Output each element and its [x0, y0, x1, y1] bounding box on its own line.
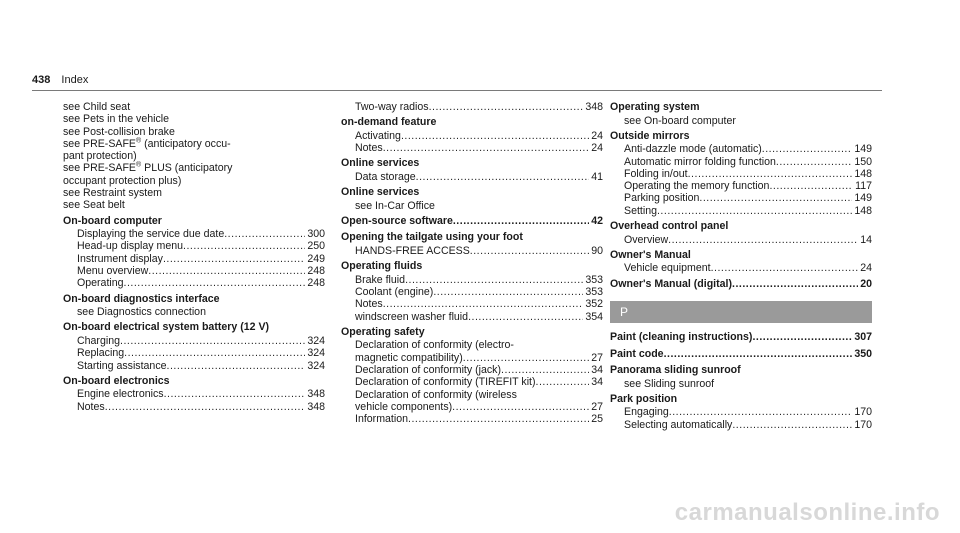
page-number: 438	[32, 74, 51, 86]
page-reference[interactable]: 27	[591, 351, 603, 364]
index-subentry[interactable]	[341, 298, 603, 310]
entry-label: Information	[355, 413, 408, 426]
entry-label: HANDS-FREE ACCESS	[355, 244, 470, 257]
page-reference[interactable]: 148	[854, 204, 872, 217]
page-reference[interactable]: 117	[855, 180, 872, 193]
index-subentry[interactable]	[341, 364, 603, 376]
page-reference[interactable]: 350	[854, 347, 872, 360]
dot-leader	[167, 360, 306, 372]
dot-leader	[120, 335, 305, 347]
entry-label: Starting assistance	[77, 359, 167, 372]
index-entry-heading[interactable]	[610, 331, 872, 345]
entry-label: Activating	[355, 129, 401, 142]
index-subentry: Declaration of conformity (wireless	[355, 388, 517, 401]
page-reference[interactable]: 20	[860, 277, 872, 290]
index-subentry[interactable]	[610, 156, 872, 168]
index-reference-line: see PRE-SAFE® PLUS (anticipatory	[63, 161, 233, 175]
dot-leader	[401, 130, 589, 142]
index-entry-heading: Panorama sliding sunroof	[610, 364, 741, 377]
index-subentry[interactable]	[610, 192, 872, 204]
entry-label: Coolant (engine)	[355, 286, 434, 299]
page-reference[interactable]: 42	[591, 214, 603, 227]
entry-label: Automatic mirror folding function	[624, 155, 776, 168]
index-subentry[interactable]	[63, 360, 325, 372]
dot-leader	[463, 352, 589, 364]
dot-leader	[124, 277, 306, 289]
page-reference[interactable]: 353	[585, 286, 603, 299]
dot-leader	[148, 265, 305, 277]
dot-leader	[105, 401, 306, 413]
entry-label: Two-way radios	[355, 101, 429, 113]
index-subentry[interactable]	[610, 168, 872, 180]
dot-leader	[452, 401, 589, 413]
entry-label: Owner's Manual (digital)	[610, 277, 733, 290]
index-subentry[interactable]	[341, 352, 603, 364]
entry-label: Charging	[77, 334, 120, 347]
dot-leader	[183, 240, 305, 252]
index-subentry[interactable]	[341, 413, 603, 425]
dot-leader	[711, 262, 859, 274]
index-entry-heading: On-board diagnostics interface	[63, 292, 220, 305]
page-reference[interactable]: 149	[854, 143, 872, 156]
index-entry-heading: Overhead control panel	[610, 220, 729, 233]
index-letter-heading: P	[610, 301, 872, 323]
page-reference[interactable]: 300	[307, 228, 325, 241]
page-reference[interactable]: 249	[307, 252, 325, 265]
entry-label: Operating	[77, 277, 124, 290]
entry-label: windscreen washer fluid	[355, 310, 469, 323]
page-reference[interactable]: 348	[307, 400, 325, 413]
dot-leader	[433, 286, 583, 298]
index-subentry: see On-board computer	[624, 114, 736, 127]
index-reference-line: see Seat belt	[63, 199, 125, 212]
index-entry-heading: Online services	[341, 157, 420, 170]
page-reference[interactable]: 352	[585, 298, 603, 311]
index-entry-heading: Online services	[341, 186, 420, 199]
page-reference[interactable]: 353	[585, 273, 603, 286]
entry-label: Notes	[77, 400, 105, 413]
index-subentry[interactable]	[341, 142, 603, 154]
index-subentry[interactable]	[610, 234, 872, 246]
index-column-3	[610, 101, 872, 431]
entry-label: Vehicle equipment	[624, 262, 711, 275]
index-subentry: see In-Car Office	[355, 199, 435, 212]
index-reference-line: see PRE-SAFE® (anticipatory occu-	[63, 137, 231, 150]
dot-leader	[468, 311, 583, 323]
page-reference[interactable]: 307	[854, 331, 872, 344]
dot-leader	[470, 245, 589, 257]
index-subentry[interactable]	[610, 180, 872, 192]
entry-label: Replacing	[77, 347, 125, 360]
page-reference[interactable]: 25	[591, 413, 603, 426]
dot-leader	[383, 142, 590, 154]
entry-label: Engine electronics	[77, 388, 164, 401]
page-reference[interactable]: 148	[854, 167, 872, 180]
index-subentry: Declaration of conformity (electro-	[355, 339, 514, 352]
page-reference[interactable]: 248	[307, 265, 325, 278]
page-reference[interactable]: 27	[591, 400, 603, 413]
dot-leader	[408, 413, 589, 425]
entry-label: Setting	[624, 204, 657, 217]
index-subentry[interactable]	[63, 265, 325, 277]
entry-label: Open-source software	[341, 214, 453, 227]
page-reference[interactable]: 24	[591, 129, 603, 142]
entry-label: Declaration of conformity (jack)	[355, 364, 502, 377]
index-subentry[interactable]	[63, 335, 325, 347]
dot-leader	[732, 419, 852, 431]
watermark: carmanualsonline.info	[674, 499, 940, 526]
entry-label: Menu overview	[77, 265, 149, 278]
index-entry-heading: Operating safety	[341, 325, 425, 338]
page-reference[interactable]: 14	[860, 233, 872, 246]
dot-leader	[405, 274, 583, 286]
index-subentry[interactable]	[341, 130, 603, 142]
dot-leader	[124, 347, 305, 359]
index-subentry: see Diagnostics connection	[77, 306, 206, 319]
dot-leader	[688, 168, 853, 180]
index-entry-heading: On-board electrical system battery (12 V)	[63, 321, 270, 334]
dot-leader	[657, 205, 852, 217]
index-entry-heading: Park position	[610, 392, 678, 405]
page-reference[interactable]: 24	[860, 262, 872, 275]
page-reference[interactable]: 170	[854, 418, 872, 431]
index-subentry: see Sliding sunroof	[624, 377, 715, 390]
index-entry-heading: on-demand feature	[341, 116, 437, 129]
index-subentry[interactable]	[341, 401, 603, 413]
page-reference[interactable]: 24	[591, 142, 603, 155]
dot-leader	[669, 406, 853, 418]
entry-label: Engaging	[624, 406, 669, 419]
entry-label: Declaration of conformity (TIREFIT kit)	[355, 376, 536, 389]
page-reference[interactable]: 354	[585, 310, 603, 323]
index-subentry[interactable]	[341, 286, 603, 298]
index-column-1	[63, 101, 325, 413]
entry-label: Paint (cleaning instructions)	[610, 331, 753, 344]
dot-leader	[501, 364, 589, 376]
entry-label: vehicle components)	[355, 400, 453, 413]
page-reference[interactable]: 34	[591, 376, 603, 389]
index-subentry[interactable]	[610, 419, 872, 431]
index-subentry[interactable]	[63, 277, 325, 289]
index-column-2	[341, 101, 603, 426]
index-entry-heading: On-board computer	[63, 214, 162, 227]
dot-leader	[224, 228, 305, 240]
index-subentry[interactable]	[341, 171, 603, 183]
index-subentry[interactable]	[610, 406, 872, 418]
index-entry-heading[interactable]	[610, 278, 872, 292]
index-entry-heading[interactable]	[341, 215, 603, 229]
page-reference[interactable]: 170	[854, 406, 872, 419]
page-header	[32, 74, 88, 86]
index-entry-heading: Operating fluids	[341, 260, 423, 273]
entry-label: Notes	[355, 142, 383, 155]
dot-leader	[453, 215, 589, 229]
page-reference[interactable]: 150	[854, 155, 872, 168]
index-subentry[interactable]	[341, 245, 603, 257]
page-reference[interactable]: 324	[307, 347, 325, 360]
index-reference-line: see Post-collision brake	[63, 125, 175, 138]
dot-leader	[769, 180, 853, 192]
index-entry-heading: Owner's Manual	[610, 248, 691, 261]
entry-label: Displaying the service due date	[77, 228, 225, 241]
index-subentry[interactable]	[63, 240, 325, 252]
dot-leader	[776, 156, 852, 168]
index-entry-heading: On-board electronics	[63, 374, 170, 387]
dot-leader	[664, 348, 853, 362]
index-reference-line: see Child seat	[63, 101, 131, 113]
page-title: Index	[61, 74, 89, 86]
index-entry-heading: Opening the tailgate using your foot	[341, 231, 523, 244]
header-divider	[32, 90, 882, 91]
entry-label: Head-up display menu	[77, 240, 183, 253]
dot-leader	[699, 192, 852, 204]
entry-label: magnetic compatibility)	[355, 351, 463, 364]
entry-label: Anti-dazzle mode (automatic)	[624, 143, 762, 156]
index-subentry[interactable]	[341, 376, 603, 388]
page-reference[interactable]: 348	[307, 388, 325, 401]
page-reference[interactable]: 34	[591, 364, 603, 377]
entry-label: Paint code	[610, 347, 664, 360]
entry-label: Operating the memory function	[624, 180, 770, 193]
index-subentry[interactable]	[610, 143, 872, 155]
index-subentry[interactable]	[63, 253, 325, 265]
page-reference[interactable]: 348	[585, 101, 603, 113]
index-entry-heading: Outside mirrors	[610, 129, 690, 142]
page-reference[interactable]: 41	[591, 170, 603, 183]
entry-label: Folding in/out	[624, 167, 688, 180]
index-reference-line: see Pets in the vehicle	[63, 113, 169, 126]
dot-leader	[163, 253, 305, 265]
index-subentry[interactable]	[63, 228, 325, 240]
index-subentry[interactable]	[63, 401, 325, 413]
index-subentry[interactable]	[610, 205, 872, 217]
page-reference[interactable]: 324	[307, 334, 325, 347]
dot-leader	[416, 171, 590, 183]
index-reference-line: pant protection)	[63, 150, 137, 163]
dot-leader	[383, 298, 584, 310]
entry-label: Data storage	[355, 170, 416, 183]
entry-label: Parking position	[624, 192, 700, 205]
index-subentry[interactable]	[63, 347, 325, 359]
index-reference-line: see Restraint system	[63, 187, 162, 200]
page-reference[interactable]: 90	[591, 244, 603, 257]
dot-leader	[732, 278, 858, 292]
page-reference[interactable]: 250	[307, 240, 325, 253]
dot-leader	[668, 234, 858, 246]
index-reference-line: occupant protection plus)	[63, 174, 182, 187]
index-entry-heading[interactable]	[610, 348, 872, 362]
dot-leader	[752, 331, 852, 345]
entry-label: Brake fluid	[355, 273, 406, 286]
index-entry-heading: Operating system	[610, 101, 700, 113]
entry-label: Instrument display	[77, 252, 163, 265]
dot-leader	[429, 101, 584, 113]
index-subentry[interactable]	[341, 311, 603, 323]
dot-leader	[536, 376, 590, 388]
index-subentry[interactable]	[610, 262, 872, 274]
entry-label: Notes	[355, 298, 383, 311]
dot-leader	[762, 143, 853, 155]
index-subentry[interactable]	[341, 274, 603, 286]
index-subentry[interactable]	[341, 101, 603, 113]
dot-leader	[164, 388, 306, 400]
page-reference[interactable]: 248	[307, 277, 325, 290]
page-reference[interactable]: 149	[854, 192, 872, 205]
entry-label: Selecting automatically	[624, 418, 733, 431]
page-reference[interactable]: 324	[307, 359, 325, 372]
index-subentry[interactable]	[63, 388, 325, 400]
entry-label: Overview	[624, 233, 669, 246]
